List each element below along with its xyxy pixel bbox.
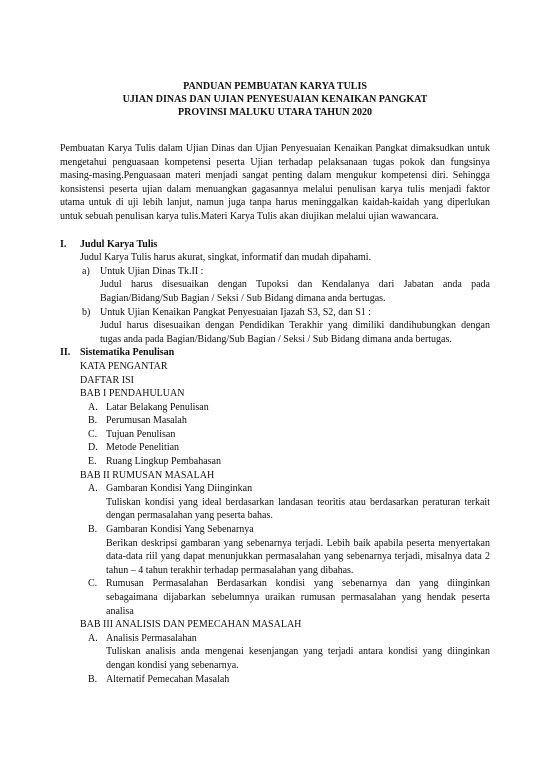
title-line-2: UJIAN DINAS DAN UJIAN PENYESUAIAN KENAIKAN PANGKAT — [122, 94, 428, 105]
list-item — [88, 632, 490, 673]
item-label: D. — [88, 442, 98, 454]
item-label: A. — [88, 483, 98, 495]
item-label: A. — [88, 401, 98, 413]
item-text: Metode Penelitian — [106, 442, 180, 454]
list-item — [88, 455, 490, 469]
list-item — [88, 441, 490, 455]
item-text: Latar Belakang Penulisan — [106, 401, 209, 413]
item-text: Gambaran Kondisi Yang Sebenarnya — [106, 524, 254, 536]
item-desc: Tuliskan analisis anda mengenai kesenjangan yang terjadi antara kondisi yang diinginkan dengan kondisi yang sebenarnya. — [106, 646, 490, 671]
item-text: Analisis Permasalahan — [106, 632, 197, 644]
item-label: B. — [88, 524, 98, 536]
title-line-3: PROVINSI MALUKU UTARA TAHUN 2020 — [178, 107, 372, 118]
item-label: E. — [88, 456, 97, 468]
list-item — [88, 673, 490, 687]
section-text: Judul Karya Tulis harus akurat, singkat, informatif dan mudah dipahami. — [80, 252, 372, 264]
item-label: C. — [88, 428, 98, 440]
item-text: Rumusan Permasalahan Berdasarkan kondisi yang sebenarnya dan yang diinginkan sebagaimana dijabarkan sebelumnya uraikan rumusan permasalahan yang hendak peserta analisa — [106, 578, 490, 617]
section-judul — [60, 238, 490, 347]
document-title — [60, 80, 490, 119]
item-desc: Tuliskan kondisi yang ideal berdasarkan landasan teoritis atau berdasarkan peraturan terkait dengan permasalahan yang peserta bahas. — [106, 496, 490, 522]
item-text: Perumusan Masalah — [106, 415, 187, 427]
bab-3-title: BAB III ANALISIS DAN PEMECAHAN MASALAH — [80, 619, 302, 631]
item-label: a) — [82, 265, 90, 277]
item-label: C. — [88, 578, 98, 590]
list-item — [88, 482, 490, 523]
section-title: Sistematika Penulisan — [80, 347, 175, 359]
item-text: Tujuan Penulisan — [106, 428, 176, 440]
list-item — [88, 414, 490, 428]
list-item — [82, 306, 490, 347]
section-number: II. — [60, 347, 71, 359]
section-number: I. — [60, 238, 67, 250]
section-heading — [60, 238, 490, 252]
item-text: Alternatif Pemecahan Masalah — [106, 673, 230, 685]
daftar-isi: DAFTAR ISI — [80, 374, 134, 386]
item-label: B. — [88, 415, 98, 427]
item-label: B. — [88, 673, 98, 685]
item-desc: Berikan deskripsi gambaran yang sebenarnya terjadi. Lebih baik apabila peserta menyertakan data-data riil yang dapat menunjukkan permasalahan yang sebenarnya terjadi, misalnya data 2 tahun – 4 tahun terakhir terhadap permasalahan yang dibahas. — [106, 537, 490, 576]
section-title: Judul Karya Tulis — [80, 238, 158, 250]
item-text: Ruang Lingkup Pembahasan — [106, 456, 221, 468]
item-label: b) — [82, 306, 91, 318]
item-text: Gambaran Kondisi Yang Diinginkan — [106, 483, 253, 495]
bab-1-title: BAB I PENDAHULUAN — [80, 388, 185, 400]
section-sistematika — [60, 346, 490, 686]
item-desc: Judul harus disesuaikan dengan Pendidikan Terakhir yang dimiliki dandihubungkan dengan tugas anda pada Bagian/Bidang/Sub Bagian / Seksi / Sub Bidang dimana anda bertugas. — [100, 320, 490, 345]
item-label: A. — [88, 632, 98, 644]
kata-pengantar: KATA PENGANTAR — [80, 360, 168, 372]
item-desc: Judul harus disesuaikan dengan Tupoksi dan Kendalanya dari Jabatan anda pada Bagian/Bidang/Sub Bagian / Seksi / Sub Bidang dimana anda bertugas. — [100, 279, 490, 304]
document-page — [60, 80, 490, 686]
list-item — [88, 401, 490, 415]
item-title: Untuk Ujian Dinas Tk.II : — [100, 265, 204, 277]
intro-paragraph: Pembuatan Karya Tulis dalam Ujian Dinas dan Ujian Penyesuaian Kenaikan Pangkat dimaksudkan untuk mengetahui penguasaan kompetensi peserta Ujian terhadap pelaksanaan tugas pokok dan fungsinya masing-masing.Penguasaan materi menjadi sangat penting dalam mengukur kompetensi diri. Sehingga konsistensi peserta ujian dalam menuangkan gagasannya melalui penulisan karya tulis menjadi faktor utama untuk di uji lebih lanjut, namun juga tanpa harus meninggalkan kaidah-kaidah yang diperlukan untuk sebuah penulisan karya tulis.Materi Karya Tulis akan diujikan melalui ujian wawancara. — [60, 143, 490, 222]
list-item — [88, 577, 490, 618]
list-item — [82, 265, 490, 306]
section-heading — [60, 346, 490, 360]
bab-2-title: BAB II RUMUSAN MASALAH — [80, 469, 215, 481]
list-item — [88, 428, 490, 442]
list-item — [88, 523, 490, 577]
title-line-1: PANDUAN PEMBUATAN KARYA TULIS — [183, 81, 367, 92]
item-title: Untuk Ujian Kenaikan Pangkat Penyesuaian Ijazah S3, S2, dan S1 : — [100, 306, 372, 318]
